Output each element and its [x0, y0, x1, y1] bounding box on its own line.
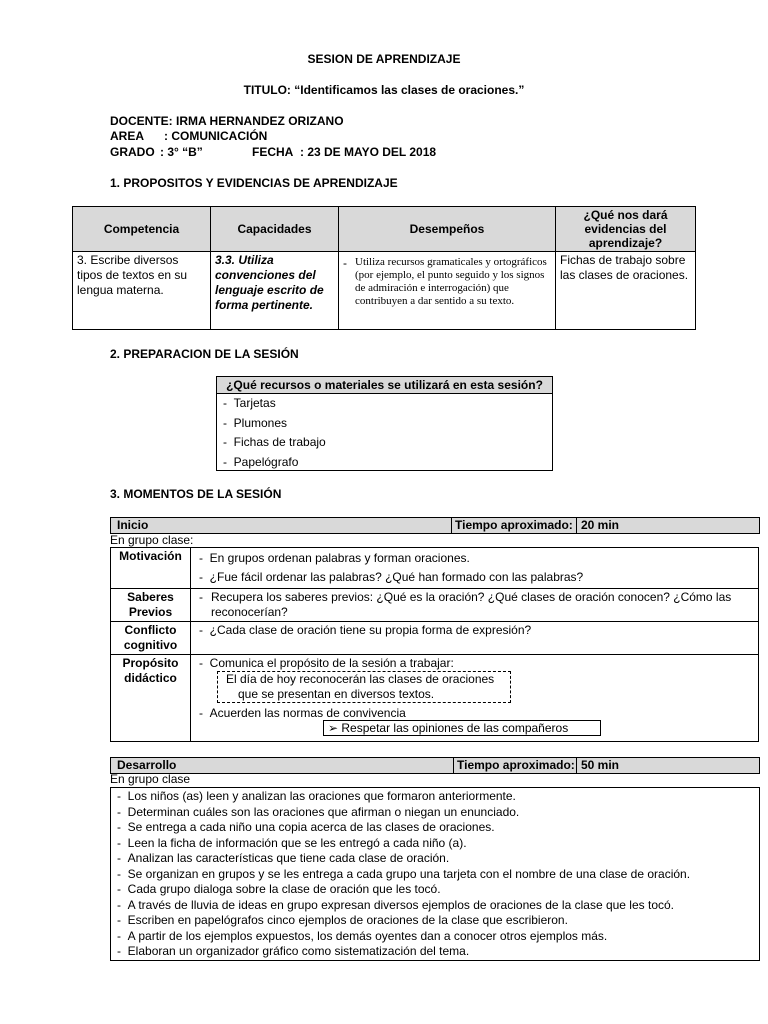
material-item: - Papelógrafo	[223, 454, 299, 469]
header-capacidades: Capacidades	[211, 207, 339, 252]
desarrollo-tiempo-value: 50 min	[581, 758, 620, 772]
saberes-content: - Recupera los saberes previos: ¿Qué es la oración? ¿Qué clases de oración conocen? ¿Cómo las reconocerían?	[191, 589, 759, 622]
inicio-tiempo-label: Tiempo aproximado:	[455, 518, 573, 532]
desarrollo-tiempo-label: Tiempo aproximado:	[457, 758, 575, 772]
list-item: - Cada grupo dialoga sobre la clase de oración que les tocó.	[117, 882, 441, 896]
inicio-grupo: En grupo clase:	[110, 533, 194, 547]
desarrollo-label: Desarrollo	[117, 758, 177, 772]
list-item: - A partir de los ejemplos expuestos, los demás oyentes dan a conocer otros ejemplos más.	[117, 928, 608, 943]
dash-bullet: -	[343, 256, 347, 270]
header-evidencias: ¿Qué nos dará evidencias del aprendizaje?	[556, 207, 696, 252]
fecha-label: FECHA	[252, 145, 294, 159]
inicio-table	[110, 547, 759, 742]
purposes-table	[72, 206, 696, 330]
list-item: - Determinan cuáles son las oraciones que afirman o niegan un enunciado.	[117, 804, 520, 819]
cell-capacidad: 3.3. Utiliza convenciones del lenguaje escrito de forma pertinente.	[211, 252, 339, 330]
material-item: - Tarjetas	[223, 396, 276, 410]
header-desempenos: Desempeños	[339, 207, 556, 252]
proposito-label: Propósito didáctico	[111, 655, 191, 742]
desarrollo-bar	[110, 757, 760, 774]
proposito-content: - Comunica el propósito de la sesión a trabajar: El día de hoy reconocerán las clases de oraciones que se presentan en diversos textos. - Acuerden las normas de convivencia ➢ Respetar las opiniones de las compañeros	[191, 655, 759, 742]
cell-desempeno	[339, 252, 556, 330]
desarrollo-box	[110, 787, 760, 961]
materials-list	[217, 394, 552, 472]
material-item: - Plumones	[223, 415, 288, 430]
session-title: TITULO: “Identificamos las clases de oraciones.”	[243, 83, 525, 97]
inicio-tiempo-value: 20 min	[581, 518, 620, 532]
desarrollo-grupo: En grupo clase	[110, 772, 191, 786]
materials-question: ¿Qué recursos o materiales se utilizará en esta sesión?	[217, 377, 552, 394]
conflicto-label: Conflicto cognitivo	[111, 622, 191, 655]
area-label: AREA	[110, 129, 145, 143]
material-item: - Fichas de trabajo	[223, 435, 326, 449]
section2-heading: 2. PREPARACION DE LA SESIÓN	[110, 347, 299, 361]
motivacion-content: - En grupos ordenan palabras y forman oraciones. - ¿Fue fácil ordenar las palabras? ¿Qué han formado con las palabras?	[191, 548, 759, 589]
list-item: - Elaboran un organizador gráfico como sistematización del tema.	[117, 944, 470, 958]
materials-box	[216, 376, 553, 471]
desarrollo-list	[111, 788, 759, 960]
motivacion-label: Motivación	[111, 548, 191, 589]
section3-heading: 3. MOMENTOS DE LA SESIÓN	[110, 487, 282, 501]
header-competencia: Competencia	[73, 207, 211, 252]
list-item: - Escriben en papelógrafos cinco ejemplos de oraciones de la clase que escribieron.	[117, 913, 568, 927]
area-value: : COMUNICACIÓN	[164, 129, 268, 143]
proposito-box: El día de hoy reconocerán las clases de oraciones que se presentan en diversos textos.	[217, 671, 511, 703]
saberes-label: Saberes Previos	[111, 589, 191, 622]
list-item: - Analizan las características que tiene cada clase de oración.	[117, 851, 450, 865]
grado-value: : 3° “B”	[160, 145, 203, 159]
norma-box: ➢ Respetar las opiniones de las compañeros	[323, 720, 601, 736]
document-title: SESION DE APRENDIZAJE	[307, 52, 461, 66]
cell-evidencia: Fichas de trabajo sobre las clases de oraciones.	[556, 252, 696, 330]
desempeno-text: Utiliza recursos gramaticales y ortográficos (por ejemplo, el punto seguido y los signos de admiración e interrogación) que contribuyen a dar sentido a su texto.	[355, 256, 547, 307]
list-item: - Leen la ficha de información que se les entregó a cada niño (a).	[117, 835, 467, 850]
section1-heading: 1. PROPOSITOS Y EVIDENCIAS DE APRENDIZAJE	[110, 176, 398, 190]
list-item: - Los niños (as) leen y analizan las oraciones que formaron anteriormente.	[117, 789, 516, 803]
docente-line: DOCENTE: IRMA HERNANDEZ ORIZANO	[110, 114, 344, 128]
conflicto-content: - ¿Cada clase de oración tiene su propia forma de expresión?	[191, 622, 759, 655]
list-item: - A través de lluvia de ideas en grupo expresan diversos ejemplos de oraciones de la clase que les tocó.	[117, 897, 674, 912]
list-item: - Se organizan en grupos y se les entrega a cada grupo una tarjeta con el nombre de una clase de oración.	[117, 866, 691, 881]
list-item: - Se entrega a cada niño una copia acerca de las clases de oraciones.	[117, 820, 495, 834]
grado-label: GRADO	[110, 145, 155, 159]
inicio-label: Inicio	[117, 518, 149, 532]
fecha-value: : 23 DE MAYO DEL 2018	[300, 145, 437, 159]
inicio-bar	[110, 517, 760, 534]
cell-competencia: 3. Escribe diversos tipos de textos en su lengua materna.	[73, 252, 211, 330]
